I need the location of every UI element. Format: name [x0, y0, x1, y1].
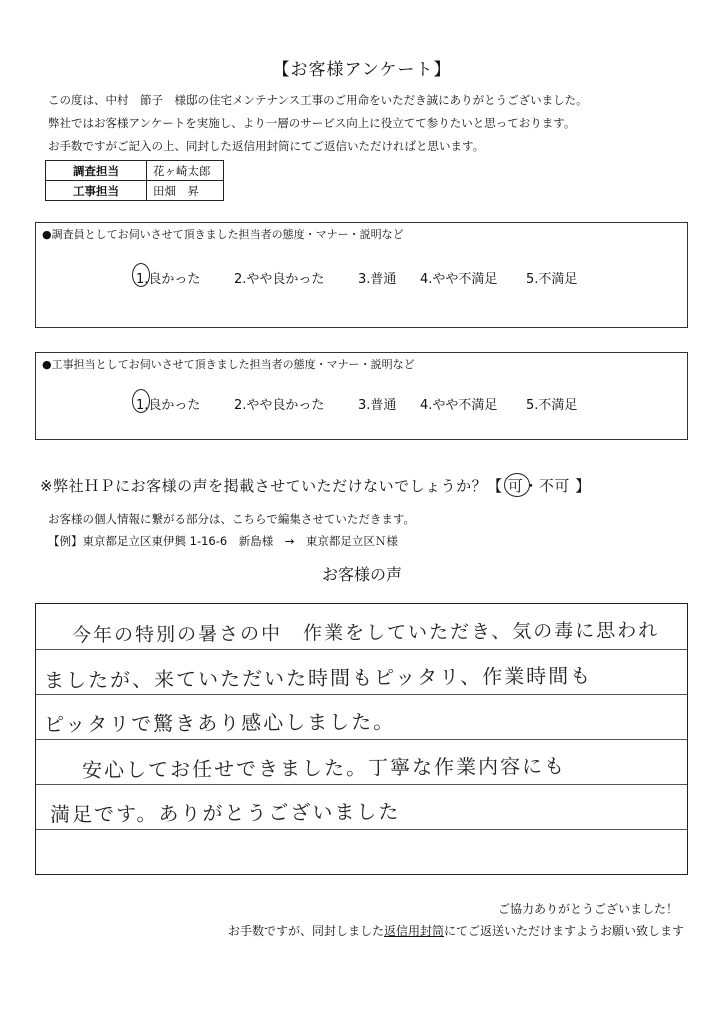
hp-option-yes[interactable] [508, 475, 524, 496]
option-3[interactable]: 3.普通 [358, 398, 397, 413]
return-envelope-label: 返信用封筒 [383, 924, 444, 938]
voice-title: お客様の声 [321, 565, 402, 584]
staff-value: 田畑 昇 [147, 181, 224, 201]
hp-option-no[interactable] [539, 475, 570, 496]
staff-table [45, 160, 224, 201]
return-request [228, 922, 684, 939]
ruled-line [36, 649, 687, 650]
return-request-before: お手数ですが、同封しました [227, 924, 384, 938]
hp-publication-question [40, 475, 591, 496]
option-2[interactable]: 2.やや良かった [234, 398, 325, 413]
staff-value: 花ヶ崎太郎 [147, 161, 224, 181]
hp-option-no-label: 不可 [538, 477, 570, 495]
example-note: 【例】東京都足立区東伊興 1-16-6 新島様 → 東京都足立区Ｎ様 [48, 534, 398, 548]
page-title: 【お客様アンケート】 [272, 60, 452, 80]
option-4[interactable]: 4.やや不満足 [420, 398, 498, 413]
hp-question-text: ※弊社ＨＰにお客様の声を掲載させていただけないでしょうか？ [40, 477, 488, 495]
survey-question: ●調査員としてお伺いさせて頂きました担当者の態度・マナー・説明など [42, 228, 404, 241]
staff-row [46, 181, 224, 201]
handwritten-line: 満足です。ありがとうございました [49, 799, 401, 827]
option-1[interactable]: 1.良かった [136, 272, 201, 287]
staff-row [46, 161, 224, 181]
return-request-after: にてご返送いただけますようお願い致します [443, 924, 684, 938]
ruled-line [36, 829, 687, 830]
option-5[interactable]: 5.不満足 [526, 398, 578, 413]
staff-label: 工事担当 [46, 181, 147, 201]
hp-separator: ・ [523, 477, 539, 495]
customer-voice-box [35, 603, 688, 875]
ruled-line [36, 739, 687, 740]
intro-line-3: お手数ですがご記入の上、同封した返信用封筒にてご返信いただければと思います。 [48, 139, 485, 153]
selected-circle [504, 473, 530, 497]
hp-bracket-close: 】 [575, 477, 591, 495]
survey-box-construction [35, 352, 688, 440]
thanks-message: ご協力ありがとうございました！ [497, 902, 678, 916]
intro-line-1: この度は、中村 節子 様邸の住宅メンテナンス工事のご用命をいただき誠にありがとうございました。 [48, 93, 588, 107]
option-4[interactable]: 4.やや不満足 [420, 272, 498, 287]
privacy-note: お客様の個人情報に繋がる部分は、こちらで編集させていただきます。 [48, 512, 415, 526]
hp-bracket-open: 【 [487, 477, 503, 495]
option-1[interactable]: 1.良かった [136, 398, 201, 413]
ruled-line [36, 694, 687, 695]
option-2[interactable]: 2.やや良かった [234, 272, 325, 287]
handwritten-line: 安心してお任せできました。丁寧な作業内容にも [81, 753, 567, 783]
hp-option-yes-label: 可 [507, 477, 524, 495]
ruled-line [36, 784, 687, 785]
survey-question: ●工事担当としてお伺いさせて頂きました担当者の態度・マナー・説明など [42, 358, 415, 371]
handwritten-line: 今年の特別の暑さの中 作業をしていただき、気の毒に思われ [71, 619, 660, 647]
option-3[interactable]: 3.普通 [358, 272, 397, 287]
survey-box-investigator [35, 222, 688, 328]
intro-line-2: 弊社ではお客様アンケートを実施し、より一層のサービス向上に役立てて参りたいと思っております。 [48, 116, 576, 130]
handwritten-line: ましたが、来ていただいた時間もピッタリ、作業時間も [43, 663, 593, 693]
option-5[interactable]: 5.不満足 [526, 272, 578, 287]
staff-label: 調査担当 [46, 161, 147, 181]
handwritten-line: ピッタリで驚きあり感心しました。 [43, 709, 396, 737]
